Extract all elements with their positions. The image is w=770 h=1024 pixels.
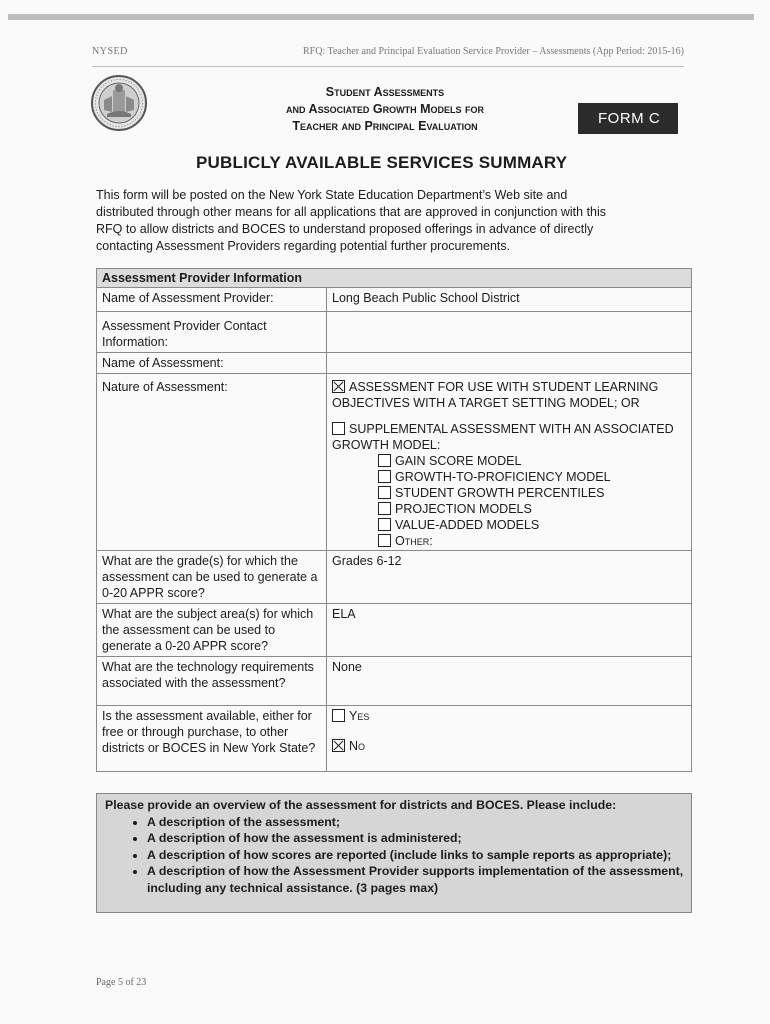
overview-instructions [96, 793, 692, 913]
grades-label: What are the grade(s) for which the assessment can be used to generate a 0-20 APPR score? [97, 551, 327, 604]
section-header: Assessment Provider Information [97, 269, 692, 288]
checkbox[interactable] [332, 709, 345, 722]
checkbox-checked[interactable] [332, 380, 345, 393]
checkbox[interactable] [378, 502, 391, 515]
nature-option-slo [332, 379, 685, 411]
overview-bullet: • A description of how scores are reported (include links to sample reports as appropriate); [147, 847, 685, 864]
spacer [332, 411, 685, 421]
overview-bullet: • A description of how the Assessment Provider supports implementation of the assessment, including any technical assistance. (3 pages max) [147, 863, 685, 896]
availability-label: Is the assessment available, either for free or through purchase, to other districts or BOCES in New York State? [97, 706, 327, 772]
title-line-1: Student Assessments [325, 85, 445, 99]
overview-heading: Please provide an overview of the assessment for districts and BOCES. Please include: [105, 798, 617, 812]
checkbox[interactable] [332, 422, 345, 435]
grades-value: Grades 6-12 [327, 551, 692, 604]
growth-model-option [332, 501, 685, 517]
contact-label: Assessment Provider Contact Information: [97, 312, 327, 353]
subject-value: ELA [327, 604, 692, 657]
provider-label: Name of Assessment Provider: [97, 288, 327, 312]
availability-no-label: No [349, 739, 366, 753]
header-rule [92, 66, 684, 67]
checkbox[interactable] [378, 454, 391, 467]
growth-model-label: STUDENT GROWTH PERCENTILES [395, 486, 605, 500]
provider-value: Long Beach Public School District [327, 288, 692, 312]
growth-model-label: GAIN SCORE MODEL [395, 454, 522, 468]
availability-yes-label: Yes [349, 709, 370, 723]
growth-model-option [332, 453, 685, 469]
growth-model-label: GROWTH-TO-PROFICIENCY MODEL [395, 470, 611, 484]
availability-yes [332, 708, 685, 724]
growth-model-option [332, 469, 685, 485]
growth-model-label: PROJECTION MODELS [395, 502, 532, 516]
overview-list [105, 814, 685, 897]
overview-bullet: • A description of the assessment; [147, 814, 685, 831]
growth-model-label: VALUE-ADDED MODELS [395, 518, 540, 532]
assessment-name-label: Name of Assessment: [97, 353, 327, 374]
nature-label: Nature of Assessment: [97, 374, 327, 551]
header-rfq: RFQ: Teacher and Principal Evaluation Service Provider – Assessments (App Period: 2015-16) [303, 46, 684, 57]
form-badge: FORM C [578, 103, 678, 134]
title-line-3: Teacher and Principal Evaluation [292, 119, 478, 133]
checkbox[interactable] [378, 518, 391, 531]
provider-info-table [96, 268, 692, 772]
overview-bullet: • A description of how the assessment is administered; [147, 830, 685, 847]
growth-model-option [332, 533, 685, 549]
main-title: PUBLICLY AVAILABLE SERVICES SUMMARY [196, 153, 568, 172]
technology-value: None [327, 657, 692, 706]
contact-value [327, 312, 692, 353]
intro-line: distributed through other means for all applications that are approved in conjunction with this [96, 205, 607, 219]
header-agency: NYSED [92, 46, 128, 57]
nature-option-slo-label: ASSESSMENT FOR USE WITH STUDENT LEARNING OBJECTIVES WITH A TARGET SETTING MODEL; OR [332, 380, 659, 410]
subject-label: What are the subject area(s) for which the assessment can be used to generate a 0-20 APPR score? [97, 604, 327, 657]
availability-options [327, 706, 692, 772]
intro-line: RFQ to allow districts and BOCES to understand proposed offerings in advance of directly [96, 222, 594, 236]
checkbox[interactable] [378, 486, 391, 499]
checkbox[interactable] [378, 534, 391, 547]
growth-model-option [332, 485, 685, 501]
intro-line: contacting Assessment Providers regarding potential further procurements. [96, 239, 511, 253]
nature-option-growth [332, 421, 685, 453]
growth-model-option [332, 517, 685, 533]
intro-line: This form will be posted on the New York State Education Department’s Web site and [96, 188, 568, 202]
title-line-2: and Associated Growth Models for [286, 102, 484, 116]
scan-edge [8, 14, 754, 20]
nature-option-growth-label: SUPPLEMENTAL ASSESSMENT WITH AN ASSOCIATED GROWTH MODEL: [332, 422, 674, 452]
page-number: Page 5 of 23 [96, 977, 147, 988]
availability-no [332, 738, 685, 754]
growth-model-label: Other: [395, 534, 433, 548]
form-title-block [250, 84, 520, 135]
nys-seal-icon [90, 74, 148, 132]
assessment-name-value [327, 353, 692, 374]
checkbox-checked[interactable] [332, 739, 345, 752]
spacer [332, 724, 685, 738]
intro-paragraph [96, 187, 686, 255]
technology-label: What are the technology requirements associated with the assessment? [97, 657, 327, 706]
nature-options [327, 374, 692, 551]
checkbox[interactable] [378, 470, 391, 483]
